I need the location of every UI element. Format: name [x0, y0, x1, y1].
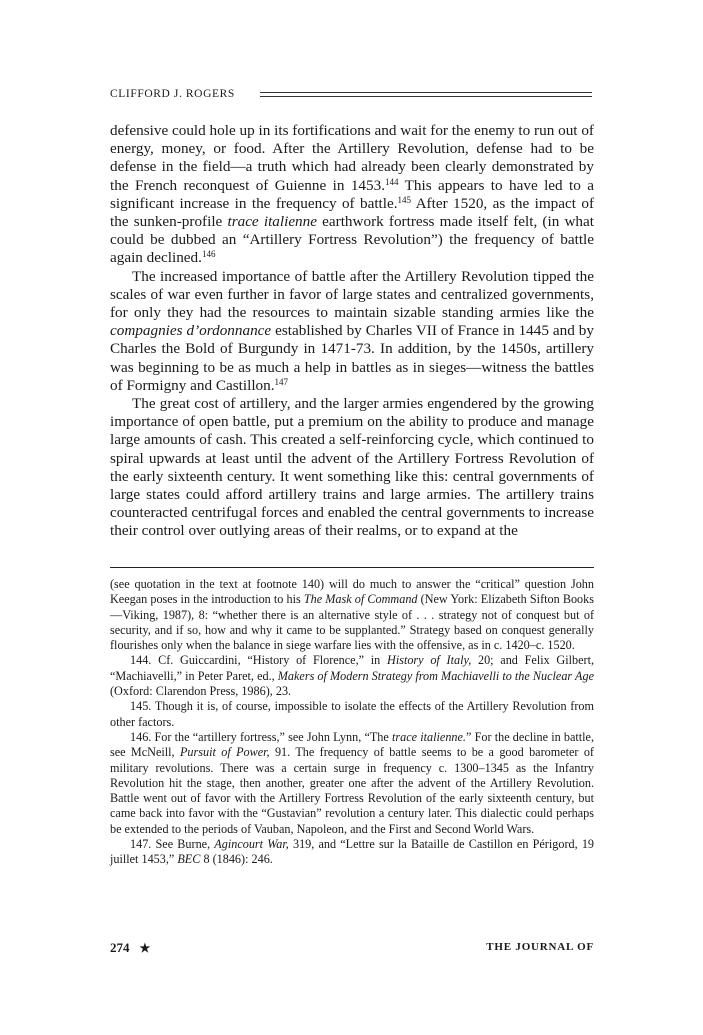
header-rule — [260, 92, 592, 93]
footnote-144: 144. Cf. Guiccardini, “History of Florence,” in History of Italy, 20; and Felix Gilbert, “Machiavelli,” in Peter Paret, ed., Makers of Modern Strategy from Machiavelli to the Nuclear Age (Oxford: Clarendon Press, 1986), 23. — [110, 653, 594, 699]
footnote-145: 145. Though it is, of course, impossible to isolate the effects of the Artillery Revolution from other factors. — [110, 699, 594, 729]
running-header — [110, 88, 592, 104]
footnote-ref[interactable]: 145 — [397, 194, 412, 205]
header-rule — [260, 96, 592, 97]
journal-title: THE JOURNAL OF — [486, 941, 594, 953]
body-text — [110, 122, 594, 541]
footnote-ref[interactable]: 146 — [201, 249, 216, 260]
paragraph-2: The increased importance of battle after the Artillery Revolution tipped the scales of war even further in favor of large states and centralized governments, for only they had the resources to maintain sizable standing armies like the compagnies d’ordonnance established by Charles VII of France in 1445 and by Charles the Bold of Burgundy in 1471-73. In addition, by the 1450s, artillery was beginning to be as much a help in battles as in sieges—witness the battles of Formigny and Castillon.$^{147}$ — [110, 267, 594, 394]
page-number: 274 — [110, 940, 130, 955]
footnote-ref[interactable]: 144 — [385, 176, 399, 187]
footnotes — [110, 577, 594, 868]
footnote-divider — [110, 567, 594, 568]
footnote-ref[interactable]: 147 — [274, 376, 289, 387]
star-icon: ★ — [139, 941, 151, 955]
footnote-146: 146. For the “artillery fortress,” see John Lynn, “The trace italienne.” For the decline in battle, see McNeill, Pursuit of Power, 91. The frequency of battle seems to be a good barometer of military revolutions. There was a certain surge in frequency c. 1300–1345 as the Infantry Revolution hit the stage, then another, greater one after the advent of the Artillery Revolution. Battle went out of favor with the Artillery Fortress Revolution of the early sixteenth century, but came back into favor with the “Gustavian” revolution a century later. This dialectic could perhaps be extended to the periods of Vauban, Napoleon, and the First and Second World Wars. — [110, 729, 595, 836]
footnote-continuation: (see quotation in the text at footnote 140) will do much to answer the “critical” question John Keegan poses in the introduction to his The Mask of Command (New York: Elizabeth Sifton Books—Viking, 1987), 8: “whether there is an alternative style of . . . strategy not of conquest but of security, and if so, how and why it came to be supplanted.” Strategy based on conquest generally flourishes only when the balance in siege warfare lies with the offensive, as in c. 1420–c. 1520. — [110, 577, 594, 653]
footnote-147: 147. See Burne, Agincourt War, 319, and “Lettre sur la Bataille de Castillon en Périgord, 19 juillet 1453,” BEC 8 (1846): 246. — [110, 837, 595, 867]
page-footer — [110, 940, 594, 956]
author-name: CLIFFORD J. ROGERS — [110, 88, 235, 100]
paragraph-1: defensive could hole up in its fortifications and wait for the enemy to run out of energy, money, or food. After the Artillery Revolution, defense had to be defense in the field—a truth which had already been clearly demonstrated by the French reconquest of Guienne in 1453.$^{144}$ This appears to have led to a significant increase in the frequency of battle.$^{145}$ After 1520, as the impact of the sunken-profile trace italienne earthwork fortress made itself felt, (in what could be dubbed an “Artillery Fortress Revolution”) the frequency of battle again declined.$^{146}$ — [110, 122, 594, 267]
paragraph-3: The great cost of artillery, and the larger armies engendered by the growing importance of open battle, put a premium on the ability to produce and manage large amounts of cash. This created a self-reinforcing cycle, which continued to spiral upwards at least until the advent of the Artillery Fortress Revolution of the early sixteenth century. It went something like this: central governments of large states could afford artillery trains and large armies. The artillery trains counteracted centrifugal forces and enabled the central governments to increase their control over outlying areas of their realms, or to expand at the — [110, 395, 594, 540]
